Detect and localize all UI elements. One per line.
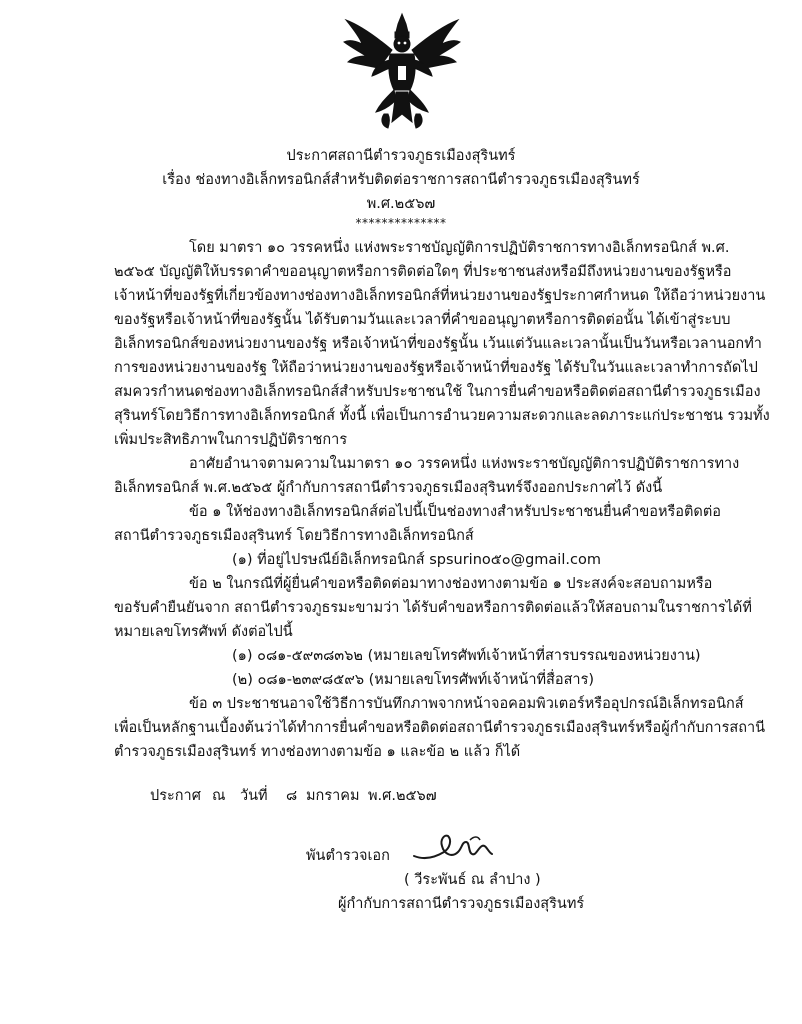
dateline-year: พ.ศ.๒๕๖๗ [368, 788, 437, 804]
paragraph-line: การของหน่วยงานของรัฐ ให้ถือว่าหน่วยงานของรัฐหรือเจ้าหน้าที่ของรัฐ ได้รับในวันและเวลาทำการถัดไป [114, 360, 758, 376]
announcement-subject: เรื่อง ช่องทางอิเล็กทรอนิกส์สำหรับติดต่อราชการสถานีตำรวจภูธรเมืองสุรินทร์ [162, 172, 640, 188]
dateline-day: ๘ [286, 788, 298, 804]
paragraph-line: เจ้าหน้าที่ของรัฐที่เกี่ยวข้องทางช่องทางอิเล็กทรอนิกส์ที่หน่วยงานของรัฐประกาศกำหนด ให้ถือว่าหน่วยงาน [114, 288, 766, 304]
clause-line: ข้อ ๓ ประชาชนอาจใช้วิธีการบันทึกภาพจากหน้าจอคอมพิวเตอร์หรืออุปกรณ์อิเล็กทรอนิกส์ [189, 696, 744, 712]
paragraph-line: อิเล็กทรอนิกส์ของหน่วยงานของรัฐ หรือเจ้าหน้าที่ของรัฐนั้น เว้นแต่วันและเวลานั้นเป็นวันหรือเวลานอกทำ [114, 336, 762, 352]
dateline-prefix: ประกาศ [150, 788, 201, 804]
paragraph-line: อาศัยอำนาจตามความในมาตรา ๑๐ วรรคหนึ่ง แห่งพระราชบัญญัติการปฏิบัติราชการทาง [189, 456, 740, 472]
separator-stars: ************** [355, 216, 447, 230]
clause-line: ข้อ ๒ ในกรณีที่ผู้ยื่นคำขอหรือติดต่อมาทางช่องทางตามข้อ ๑ ประสงค์จะสอบถามหรือ [189, 576, 713, 592]
announcement-year: พ.ศ.๒๕๖๗ [366, 196, 436, 212]
email-contact: (๑) ที่อยู่ไปรษณีย์อิเล็กทรอนิกส์ spsurino๕๐@gmail.com [232, 552, 601, 568]
paragraph-line: สมควรกำหนดช่องทางอิเล็กทรอนิกส์สำหรับประชาชนใช้ ในการยื่นคำขอหรือติดต่อสถานีตำรวจภูธรเมือง [114, 384, 761, 400]
phone-item: (๑) ๐๘๑-๕๙๓๘๓๖๒ (หมายเลขโทรศัพท์เจ้าหน้าที่สารบรรณของหน่วยงาน) [232, 648, 701, 664]
paragraph-line: อิเล็กทรอนิกส์ พ.ศ.๒๕๖๕ ผู้กำกับการสถานีตำรวจภูธรเมืองสุรินทร์จึงออกประกาศไว้ ดังนี้ [114, 480, 663, 496]
clause-line: หมายเลขโทรศัพท์ ดังต่อไปนี้ [114, 624, 293, 640]
paragraph-line: เพิ่มประสิทธิภาพในการปฏิบัติราชการ [114, 432, 348, 448]
paragraph-line: โดย มาตรา ๑๐ วรรคหนึ่ง แห่งพระราชบัญญัติการปฏิบัติราชการทางอิเล็กทรอนิกส์ พ.ศ. [189, 240, 730, 256]
phone-item: (๒) ๐๘๑-๒๓๙๘๕๙๖ (หมายเลขโทรศัพท์เจ้าหน้าที่สื่อสาร) [232, 672, 595, 688]
clause-line: ขอรับคำยืนยันจาก สถานีตำรวจภูธรมะขามว่า ได้รับคำขอหรือการติดต่อแล้วให้สอบถามในราชการได้ที่ [114, 600, 752, 616]
dateline-at: ณ [212, 788, 226, 804]
signer-position: ผู้กำกับการสถานีตำรวจภูธรเมืองสุรินทร์ [338, 896, 585, 912]
paragraph-line: ของรัฐหรือเจ้าหน้าที่ของรัฐนั้น ได้รับตามวันและเวลาที่คำขออนุญาตหรือการติดต่อนั้น ได้เข้าสู่ระบบ [114, 312, 731, 328]
signer-rank: พันตำรวจเอก [306, 848, 390, 864]
paragraph-line: สุรินทร์โดยวิธีการทางอิเล็กทรอนิกส์ ทั้งนี้ เพื่อเป็นการอำนวยความสะดวกและลดภาระแก่ประชาชน รวมทั้ง [114, 408, 770, 424]
garuda-emblem-icon [340, 10, 464, 130]
handwritten-signature [412, 826, 498, 870]
dateline-month: มกราคม [306, 788, 360, 804]
clause-line: ข้อ ๑ ให้ช่องทางอิเล็กทรอนิกส์ต่อไปนี้เป็นช่องทางสำหรับประชาชนยื่นคำขอหรือติดต่อ [189, 504, 721, 520]
clause-line: ตำรวจภูธรเมืองสุรินทร์ ทางช่องทางตามข้อ ๑ และข้อ ๒ แล้ว ก็ได้ [114, 744, 521, 760]
dateline-day-label: วันที่ [240, 788, 268, 804]
announcement-title: ประกาศสถานีตำรวจภูธรเมืองสุรินทร์ [286, 148, 516, 164]
clause-line: เพื่อเป็นหลักฐานเบื้องต้นว่าได้ทำการยื่นคำขอหรือติดต่อสถานีตำรวจภูธรเมืองสุรินทร์หรือผู้กำกับการสถานี [114, 720, 766, 736]
paragraph-line: ๒๕๖๕ บัญญัติให้บรรดาคำขออนุญาตหรือการติดต่อใดๆ ที่ประชาชนส่งหรือมีถึงหน่วยงานของรัฐหรือ [114, 264, 732, 280]
clause-line: สถานีตำรวจภูธรเมืองสุรินทร์ โดยวิธีการทางอิเล็กทรอนิกส์ [114, 528, 474, 544]
signer-name: ( วีระพันธ์ ณ ลำปาง ) [404, 872, 541, 888]
